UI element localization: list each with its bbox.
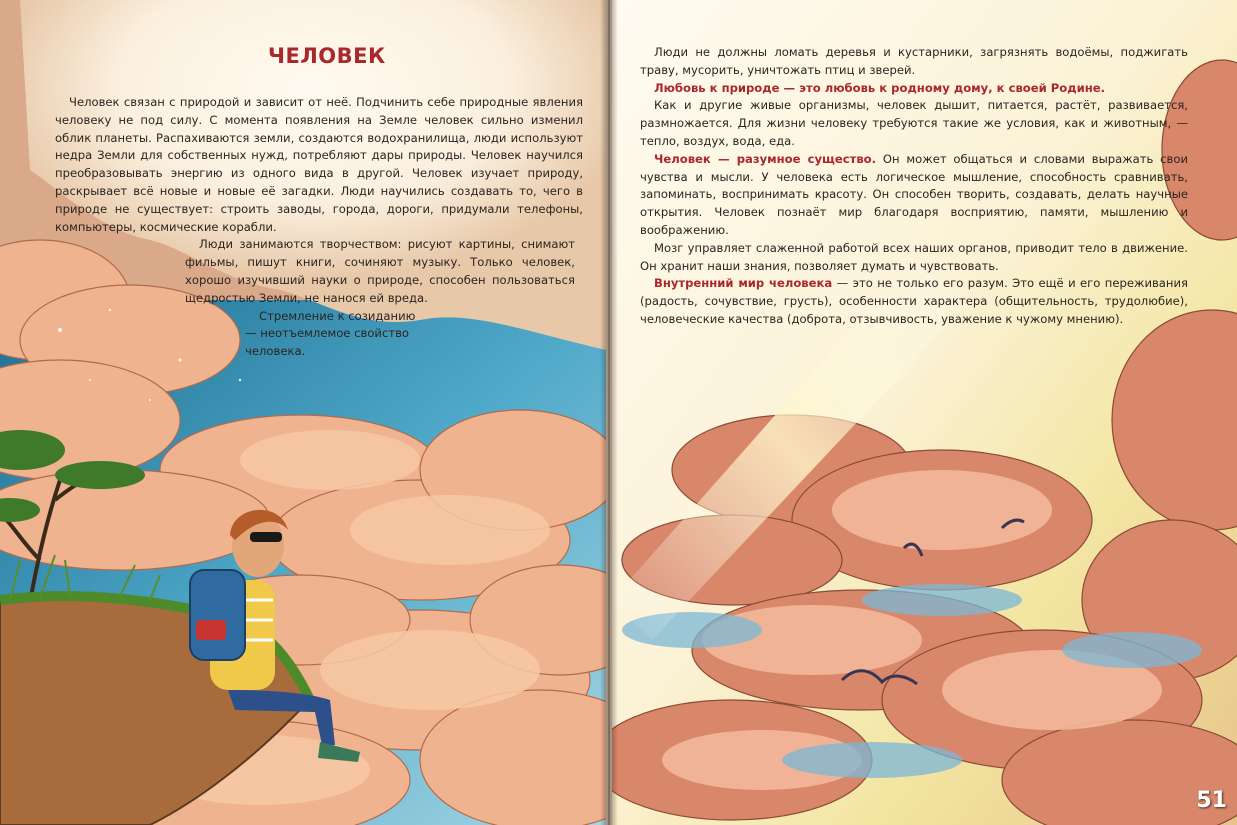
left-page — [0, 0, 606, 825]
book-gutter — [600, 0, 618, 825]
right-body-text — [640, 44, 1188, 329]
paragraph: Как и другие живые организмы, человек дышит, питается, растёт, развивается, размножается. Для жизни человеку требуются такие же условия, как и животным, — тепло, воздух, вода, еда. — [640, 98, 1188, 148]
paragraph: Люди занимаются творчеством: рисуют картины, снимают фильмы, пишут книги, сочиняют музыку. Только человек, хорошо изучивший науки о природе, способен пользоваться щедростью Земли, не нанося ей вреда. — [185, 237, 575, 305]
paragraph: Люди не должны ломать деревья и кустарники, загрязнять водоёмы, поджигать траву, мусорить, уничтожать птиц и зверей. — [640, 45, 1188, 77]
page-number: 51 — [1196, 788, 1227, 813]
highlight-phrase: Внутренний мир человека — [654, 276, 833, 291]
paragraph — [640, 275, 1188, 328]
paragraph: Мозг управляет слаженной работой всех наших органов, приводит тело в движение. Он хранит наши знания, позволяет думать и чувствовать. — [640, 240, 1188, 273]
highlight-paragraph: Любовь к природе — это любовь к родному дому, к своей Родине. — [654, 80, 1105, 95]
left-body-text — [55, 94, 583, 361]
paragraph-rest: — это не только его разум. Это ещё и его переживания (радость, сочувствие, грусть), особенности характера (общительность, трудолюбие), человеческие качества (доброта, отзывчивость, уважение к чужому мнению). — [640, 276, 1189, 326]
page-title: ЧЕЛОВЕК — [268, 44, 386, 68]
paragraph — [640, 151, 1188, 240]
paragraph: Стремление к созиданию — неотъемлемое свойство человека. — [245, 308, 416, 359]
highlight-phrase: Человек — разумное существо. — [654, 151, 877, 166]
paragraph-rest: Он может общаться и словами выражать свои чувства и мысли. У человека есть логическое мышление, способность сравнивать, запоминать, воспринимать красоту. Он способен творить, создавать, делать научные открытия. Человек познаёт мир благодаря восприятию, памяти, мышлению и воображению. — [640, 151, 1188, 237]
paragraph: Человек связан с природой и зависит от неё. Подчинить себе природные явления человеку не под силу. С момента появления на Земле человек сильно изменил облик планеты. Распахиваются земли, создаются водохранилища, люди используют недра Земли для собственных нужд, потребляют дары природы. Человек научился преобразовывать энергию из одного вида в другой. Человек изучает природу, раскрывает всё новые и новые её загадки. Люди научились создавать то, чего в природе не существует: строить заводы, города, дороги, придумали телефоны, компьютеры, космические корабли. — [55, 95, 583, 234]
